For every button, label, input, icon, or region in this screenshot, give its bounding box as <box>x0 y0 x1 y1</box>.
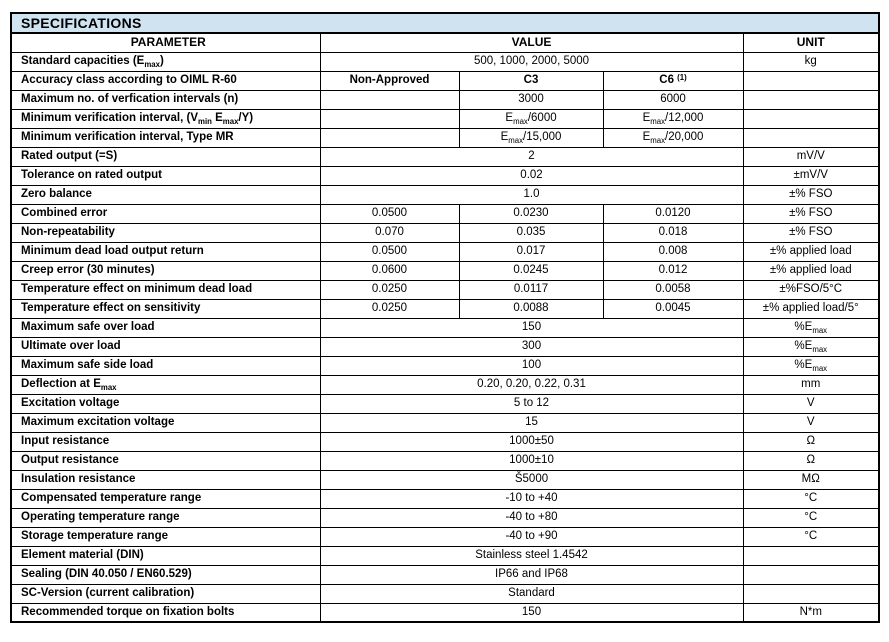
parameter-cell: Element material (DIN) <box>11 546 320 565</box>
unit-cell <box>743 584 879 603</box>
table-row <box>11 71 879 90</box>
table-row <box>11 413 879 432</box>
column-header-row <box>11 33 879 52</box>
value-cell: 150 <box>320 603 743 622</box>
table-row <box>11 546 879 565</box>
unit-cell: mV/V <box>743 147 879 166</box>
table-row <box>11 394 879 413</box>
table-row <box>11 204 879 223</box>
parameter-cell: Maximum safe side load <box>11 356 320 375</box>
value-cell: C3 <box>459 71 603 90</box>
table-row <box>11 508 879 527</box>
value-cell: $E_{max}/6000$ <box>459 109 603 128</box>
unit-cell: ±% FSO <box>743 185 879 204</box>
unit-cell: Ω <box>743 432 879 451</box>
unit-cell: $\%E_{max}$ <box>743 356 879 375</box>
unit-cell: V <box>743 413 879 432</box>
parameter-cell: Combined error <box>11 204 320 223</box>
table-row <box>11 603 879 622</box>
value-cell: 0.0600 <box>320 261 459 280</box>
parameter-cell: Ultimate over load <box>11 337 320 356</box>
value-cell: 15 <box>320 413 743 432</box>
table-row <box>11 299 879 318</box>
value-cell: 0.0250 <box>320 299 459 318</box>
value-cell: 0.20, 0.20, 0.22, 0.31 <box>320 375 743 394</box>
parameter-cell: Maximum safe over load <box>11 318 320 337</box>
unit-cell: ±% applied load/5° <box>743 299 879 318</box>
unit-cell <box>743 109 879 128</box>
table-body <box>11 52 879 622</box>
table-row <box>11 337 879 356</box>
parameter-cell: Standard capacities $(E_{max})$ <box>11 52 320 71</box>
value-cell: 1000±50 <box>320 432 743 451</box>
unit-cell: ±% FSO <box>743 223 879 242</box>
table-row <box>11 584 879 603</box>
table-row <box>11 451 879 470</box>
col-header-unit: UNIT <box>743 33 879 52</box>
parameter-cell: Excitation voltage <box>11 394 320 413</box>
table-row <box>11 356 879 375</box>
value-cell: 0.0230 <box>459 204 603 223</box>
unit-cell: °C <box>743 489 879 508</box>
value-cell: 0.02 <box>320 166 743 185</box>
table-row <box>11 375 879 394</box>
value-cell: 0.035 <box>459 223 603 242</box>
value-cell: -40 to +80 <box>320 508 743 527</box>
unit-cell <box>743 128 879 147</box>
unit-cell: V <box>743 394 879 413</box>
unit-cell: ±mV/V <box>743 166 879 185</box>
value-cell: $E_{max}/12,000$ <box>603 109 743 128</box>
value-cell: 0.018 <box>603 223 743 242</box>
table-row <box>11 470 879 489</box>
datasheet-page <box>0 12 889 623</box>
value-cell: 150 <box>320 318 743 337</box>
value-cell: 0.0250 <box>320 280 459 299</box>
value-cell: Stainless steel 1.4542 <box>320 546 743 565</box>
value-cell: 0.017 <box>459 242 603 261</box>
parameter-cell: Minimum dead load output return <box>11 242 320 261</box>
unit-cell <box>743 546 879 565</box>
value-cell: 1.0 <box>320 185 743 204</box>
value-cell: 1000±10 <box>320 451 743 470</box>
value-cell <box>320 128 459 147</box>
unit-cell: °C <box>743 508 879 527</box>
value-cell: 0.0120 <box>603 204 743 223</box>
specifications-table <box>10 12 880 623</box>
value-cell: 0.0045 <box>603 299 743 318</box>
unit-cell: MΩ <box>743 470 879 489</box>
table-row <box>11 489 879 508</box>
value-cell: C6 $^{(1)}$ <box>603 71 743 90</box>
parameter-cell: Input resistance <box>11 432 320 451</box>
parameter-cell: Compensated temperature range <box>11 489 320 508</box>
parameter-cell: Output resistance <box>11 451 320 470</box>
parameter-cell: Sealing (DIN 40.050 / EN60.529) <box>11 565 320 584</box>
parameter-cell: Creep error (30 minutes) <box>11 261 320 280</box>
unit-cell: ±% applied load <box>743 261 879 280</box>
value-cell: 300 <box>320 337 743 356</box>
unit-cell: °C <box>743 527 879 546</box>
unit-cell: mm <box>743 375 879 394</box>
value-cell: 0.0245 <box>459 261 603 280</box>
value-cell: -10 to +40 <box>320 489 743 508</box>
table-title-row <box>11 13 879 33</box>
col-header-value: VALUE <box>320 33 743 52</box>
value-cell: 3000 <box>459 90 603 109</box>
table-row <box>11 166 879 185</box>
parameter-cell: Maximum excitation voltage <box>11 413 320 432</box>
parameter-cell: Storage temperature range <box>11 527 320 546</box>
parameter-cell: Temperature effect on sensitivity <box>11 299 320 318</box>
parameter-cell: Tolerance on rated output <box>11 166 320 185</box>
parameter-cell: Accuracy class according to OIML R-60 <box>11 71 320 90</box>
parameter-cell: Zero balance <box>11 185 320 204</box>
value-cell: 100 <box>320 356 743 375</box>
unit-cell: kg <box>743 52 879 71</box>
table-row <box>11 109 879 128</box>
value-cell: 0.0500 <box>320 204 459 223</box>
unit-cell <box>743 71 879 90</box>
parameter-cell: Non-repeatability <box>11 223 320 242</box>
unit-cell: Ω <box>743 451 879 470</box>
value-cell: 6000 <box>603 90 743 109</box>
parameter-cell: Minimum verification interval, Type MR <box>11 128 320 147</box>
table-row <box>11 128 879 147</box>
col-header-parameter: PARAMETER <box>11 33 320 52</box>
table-title: SPECIFICATIONS <box>11 13 879 33</box>
unit-cell: N*m <box>743 603 879 622</box>
parameter-cell: Operating temperature range <box>11 508 320 527</box>
unit-cell: ±% FSO <box>743 204 879 223</box>
unit-cell <box>743 565 879 584</box>
table-row <box>11 318 879 337</box>
value-cell: 500, 1000, 2000, 5000 <box>320 52 743 71</box>
table-row <box>11 90 879 109</box>
value-cell: 0.008 <box>603 242 743 261</box>
parameter-cell: Minimum verification interval, ($V_{min}$ $E_{max}/Y$) <box>11 109 320 128</box>
unit-cell: ±%FSO/5°C <box>743 280 879 299</box>
value-cell: Standard <box>320 584 743 603</box>
value-cell: $E_{max}/15,000$ <box>459 128 603 147</box>
value-cell: 5 to 12 <box>320 394 743 413</box>
parameter-cell: Temperature effect on minimum dead load <box>11 280 320 299</box>
table-row <box>11 185 879 204</box>
table-row <box>11 147 879 166</box>
value-cell: -40 to +90 <box>320 527 743 546</box>
unit-cell: ±% applied load <box>743 242 879 261</box>
value-cell: Š5000 <box>320 470 743 489</box>
parameter-cell: Insulation resistance <box>11 470 320 489</box>
parameter-cell: SC-Version (current calibration) <box>11 584 320 603</box>
value-cell: 2 <box>320 147 743 166</box>
value-cell: Non-Approved <box>320 71 459 90</box>
value-cell: 0.0500 <box>320 242 459 261</box>
table-row <box>11 242 879 261</box>
parameter-cell: Maximum no. of verfication intervals (n) <box>11 90 320 109</box>
table-row <box>11 223 879 242</box>
value-cell: 0.012 <box>603 261 743 280</box>
parameter-cell: Recommended torque on fixation bolts <box>11 603 320 622</box>
value-cell: 0.0058 <box>603 280 743 299</box>
value-cell: IP66 and IP68 <box>320 565 743 584</box>
table-row <box>11 52 879 71</box>
value-cell: 0.0117 <box>459 280 603 299</box>
table-row <box>11 261 879 280</box>
parameter-cell: Rated output (=S) <box>11 147 320 166</box>
value-cell <box>320 90 459 109</box>
value-cell <box>320 109 459 128</box>
table-row <box>11 565 879 584</box>
value-cell: $E_{max}/20,000$ <box>603 128 743 147</box>
table-row <box>11 432 879 451</box>
table-row <box>11 527 879 546</box>
unit-cell: $\%E_{max}$ <box>743 318 879 337</box>
value-cell: 0.070 <box>320 223 459 242</box>
value-cell: 0.0088 <box>459 299 603 318</box>
table-row <box>11 280 879 299</box>
parameter-cell: Deflection at $E_{max}$ <box>11 375 320 394</box>
unit-cell: $\%E_{max}$ <box>743 337 879 356</box>
unit-cell <box>743 90 879 109</box>
